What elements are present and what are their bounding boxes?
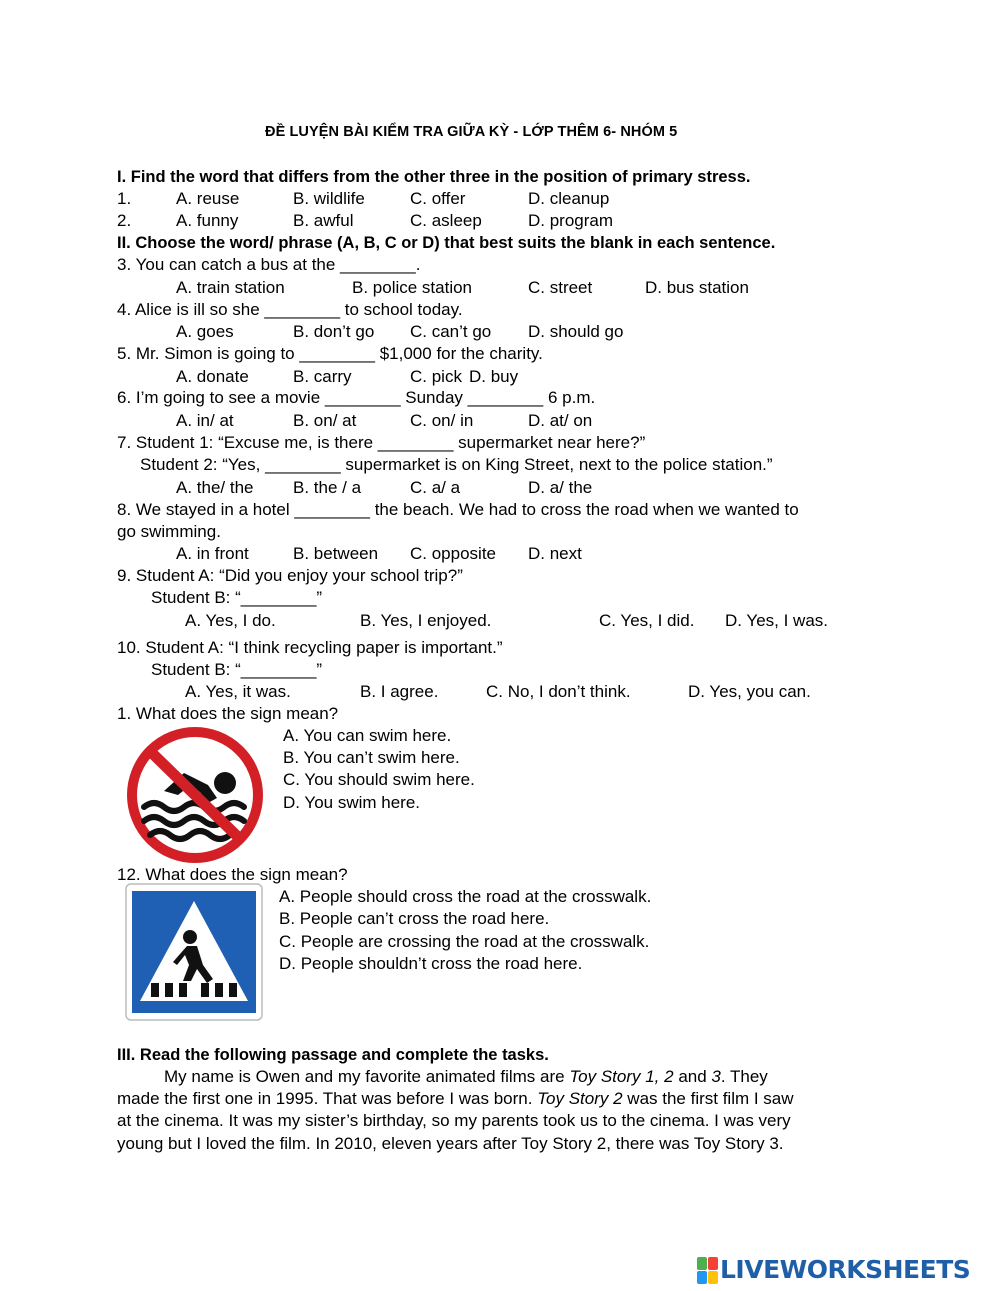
option-c: C. offer (410, 189, 466, 208)
option-c: C. a/ a (410, 478, 461, 497)
passage-line-4: young but I loved the film. In 2010, eleven years after Toy Story 2, there was Toy Story 3. (117, 1134, 784, 1153)
option-d: D. Yes, you can. (688, 682, 811, 701)
option-b: B. awful (293, 211, 354, 230)
question-number: 1. (117, 189, 132, 208)
option-d: D. bus station (645, 278, 749, 297)
passage-line-3: at the cinema. It was my sister’s birthday, so my parents took us to the cinema. I was very (117, 1111, 791, 1130)
option-b: B. police station (352, 278, 473, 297)
no-swimming-sign-icon (124, 725, 266, 865)
option-b: B. between (293, 544, 379, 563)
option-c: C. pick (410, 367, 462, 386)
option-d: D. at/ on (528, 411, 593, 430)
option-b: B. You can’t swim here. (283, 748, 460, 767)
option-b: B. on/ at (293, 411, 357, 430)
option-a: A. Yes, I do. (185, 611, 276, 630)
question-stem-line-2: Student B: “________” (151, 660, 323, 679)
option-a: A. in/ at (176, 411, 234, 430)
option-c: C. asleep (410, 211, 482, 230)
option-b: B. Yes, I enjoyed. (360, 611, 492, 630)
option-c: C. You should swim here. (283, 770, 475, 789)
option-c: C. People are crossing the road at the crosswalk. (279, 932, 650, 951)
page-title: ĐỀ LUYỆN BÀI KIỂM TRA GIỮA KỲ - LỚP THÊM 6- NHÓM 5 (265, 124, 678, 140)
option-d: D. Yes, I was. (725, 611, 828, 630)
option-b: B. wildlife (293, 189, 365, 208)
option-a: A. People should cross the road at the crosswalk. (279, 887, 652, 906)
option-a: A. Yes, it was. (185, 682, 291, 701)
question-stem: 4. Alice is ill so she ________ to school today. (117, 300, 463, 319)
option-c: C. Yes, I did. (599, 611, 695, 630)
question-stem: 5. Mr. Simon is going to ________ $1,000 for the charity. (117, 344, 543, 363)
option-c: C. No, I don’t think. (486, 682, 631, 701)
question-stem: 9. Student A: “Did you enjoy your school trip?” (117, 566, 463, 585)
option-c: C. opposite (410, 544, 496, 563)
option-d: D. People shouldn’t cross the road here. (279, 954, 583, 973)
option-a: A. goes (176, 322, 234, 341)
option-d: D. next (528, 544, 582, 563)
option-b: B. I agree. (360, 682, 439, 701)
section-1-heading: I. Find the word that differs from the other three in the position of primary stress. (117, 168, 751, 186)
question-stem-line-2: Student B: “________” (151, 588, 323, 607)
option-d: D. program (528, 211, 614, 230)
option-b: B. People can’t cross the road here. (279, 909, 550, 928)
option-a: A. You can swim here. (283, 726, 452, 745)
option-d: D. buy (469, 367, 519, 386)
option-d: D. a/ the (528, 478, 593, 497)
question-stem: 1. What does the sign mean? (117, 704, 339, 723)
logo-text: LIVEWORKSHEETS (720, 1255, 971, 1284)
option-a: A. donate (176, 367, 249, 386)
question-stem: 7. Student 1: “Excuse me, is there ________ supermarket near here?” (117, 433, 646, 452)
option-c: C. can’t go (410, 322, 492, 341)
option-d: D. You swim here. (283, 793, 421, 812)
option-d: D. cleanup (528, 189, 610, 208)
option-a: A. reuse (176, 189, 240, 208)
option-a: A. the/ the (176, 478, 254, 497)
option-d: D. should go (528, 322, 624, 341)
question-stem-line-2: Student 2: “Yes, ________ supermarket is on King Street, next to the police station.” (140, 455, 773, 474)
passage-line-2: made the first one in 1995. That was before I was born. Toy Story 2 was the first film I saw (117, 1089, 794, 1108)
question-stem-line-2: go swimming. (117, 522, 221, 541)
option-b: B. the / a (293, 478, 362, 497)
option-b: B. carry (293, 367, 352, 386)
section-2-heading: II. Choose the word/ phrase (A, B, C or D) that best suits the blank in each sentence. (117, 234, 776, 252)
question-stem: 12. What does the sign mean? (117, 865, 348, 884)
question-number: 2. (117, 211, 132, 230)
question-stem: 6. I’m going to see a movie ________ Sunday ________ 6 p.m. (117, 388, 596, 407)
liveworksheets-logo[interactable] (697, 1256, 970, 1284)
passage-line-1: My name is Owen and my favorite animated films are Toy Story 1, 2 and 3. They (164, 1067, 768, 1086)
option-a: A. funny (176, 211, 239, 230)
section-3-heading: III. Read the following passage and complete the tasks. (117, 1046, 549, 1064)
option-c: C. street (528, 278, 593, 297)
question-stem: 10. Student A: “I think recycling paper is important.” (117, 638, 503, 657)
option-a: A. in front (176, 544, 249, 563)
option-b: B. don’t go (293, 322, 375, 341)
option-c: C. on/ in (410, 411, 474, 430)
pedestrian-crossing-sign-icon (125, 883, 263, 1021)
logo-mark-icon (697, 1257, 718, 1284)
question-stem: 3. You can catch a bus at the ________. (117, 255, 421, 274)
question-stem: 8. We stayed in a hotel ________ the beach. We had to cross the road when we wanted to (117, 500, 799, 519)
option-a: A. train station (176, 278, 285, 297)
